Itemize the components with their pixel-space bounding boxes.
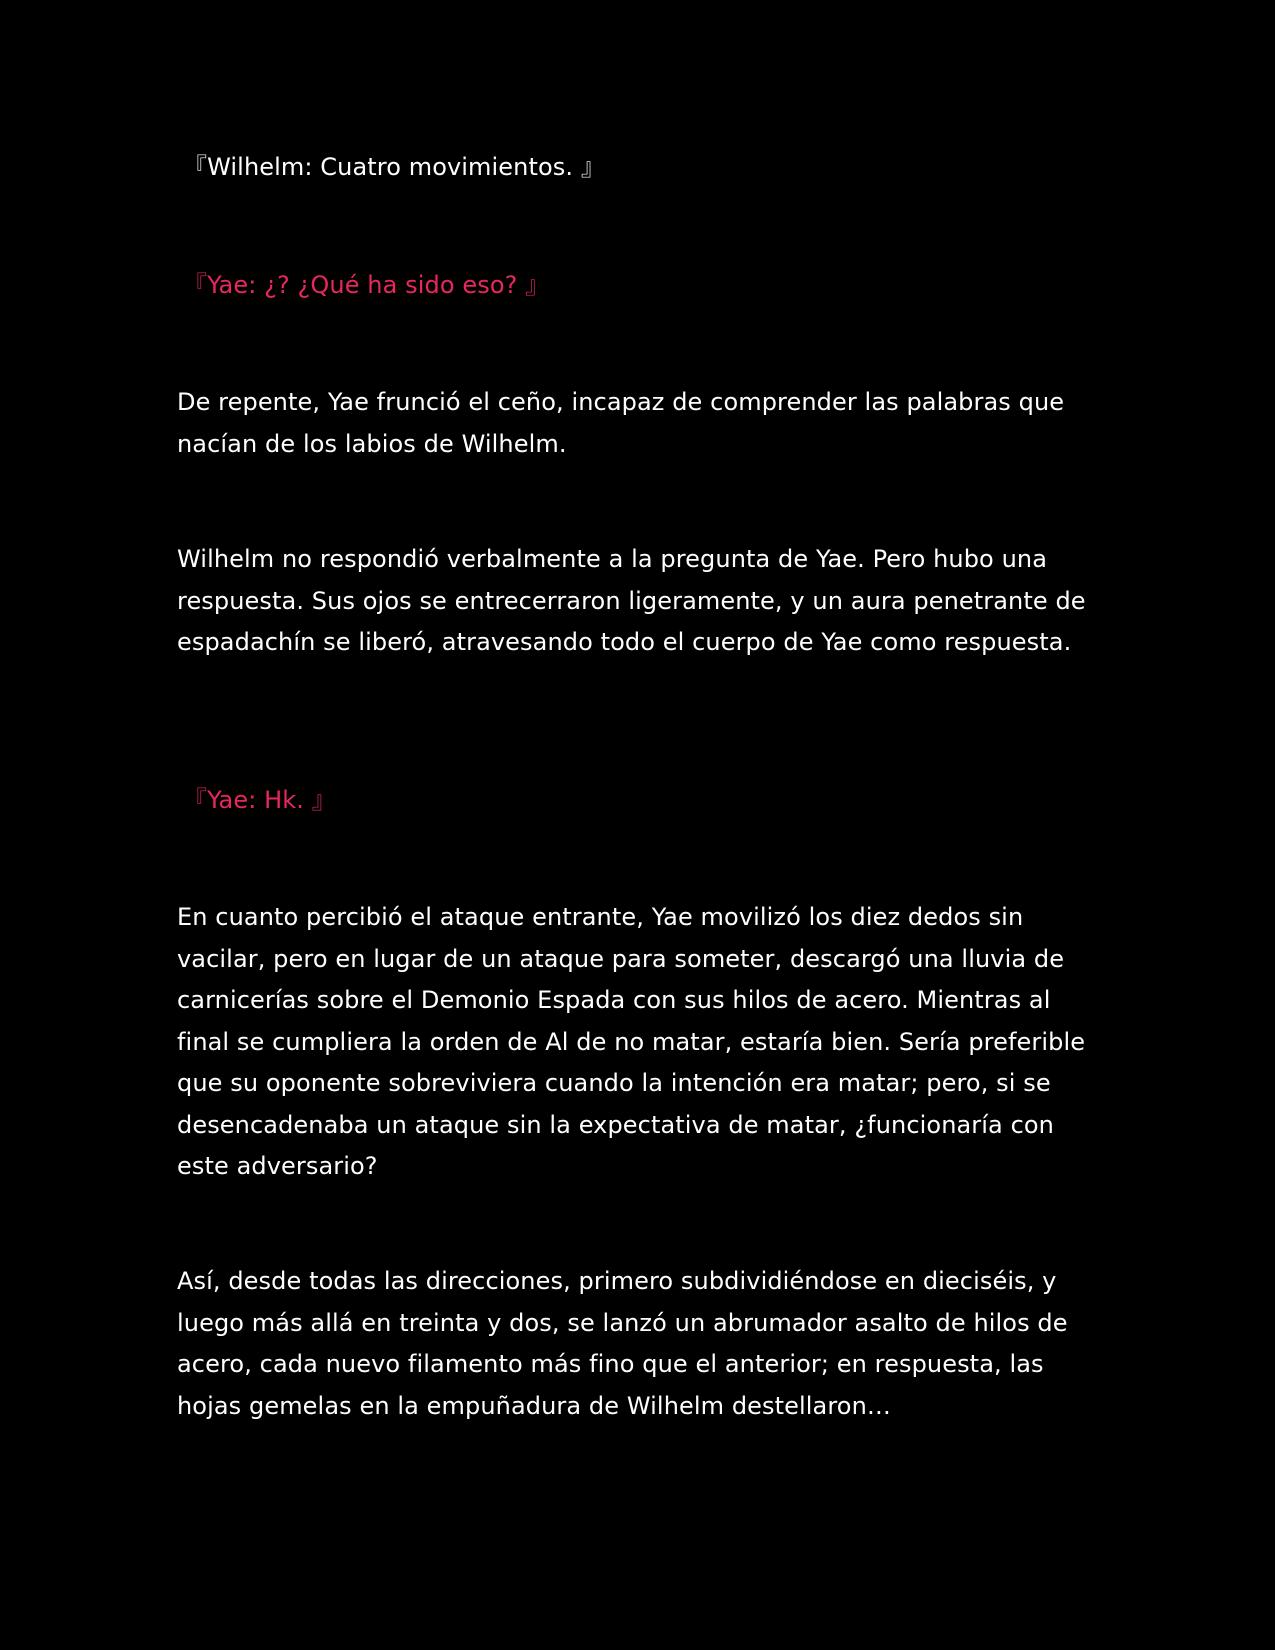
dialogue-yae: 『Yae: Hk. 』 xyxy=(183,786,336,814)
narration-paragraph: En cuanto percibió el ataque entrante, Yae movilizó los diez dedos sin vacilar, pero en lugar de un ataque para someter, descargó una lluvia de carnicerías sobre el Demonio Espada con sus hilos de acero. Mientras al final se cumpliera la orden de Al de no matar, estaría bien. Sería preferible que su oponente sobreviviera cuando la intención era matar; pero, si se desencadenaba un ataque sin la expectativa de matar, ¿funcionaría con este adversario? xyxy=(177,903,1086,1180)
document-page xyxy=(177,0,1107,1650)
narration-paragraph: Así, desde todas las direcciones, primero subdividiéndose en dieciséis, y luego más allá en treinta y dos, se lanzó un abrumador asalto de hilos de acero, cada nuevo filamento más fino que el anterior; en respuesta, las hojas gemelas en la empuñadura de Wilhelm destellaron… xyxy=(177,1267,1068,1420)
dialogue-wilhelm: 『Wilhelm: Cuatro movimientos. 』 xyxy=(183,153,605,181)
narration-paragraph: De repente, Yae frunció el ceño, incapaz de comprender las palabras que nacían de los labios de Wilhelm. xyxy=(177,388,1065,458)
narration-paragraph: Wilhelm no respondió verbalmente a la pregunta de Yae. Pero hubo una respuesta. Sus ojos se entrecerraron ligeramente, y un aura penetrante de espadachín se liberó, atravesando todo el cuerpo de Yae como respuesta. xyxy=(177,545,1086,656)
dialogue-yae: 『Yae: ¿? ¿Qué ha sido eso? 』 xyxy=(183,271,550,299)
